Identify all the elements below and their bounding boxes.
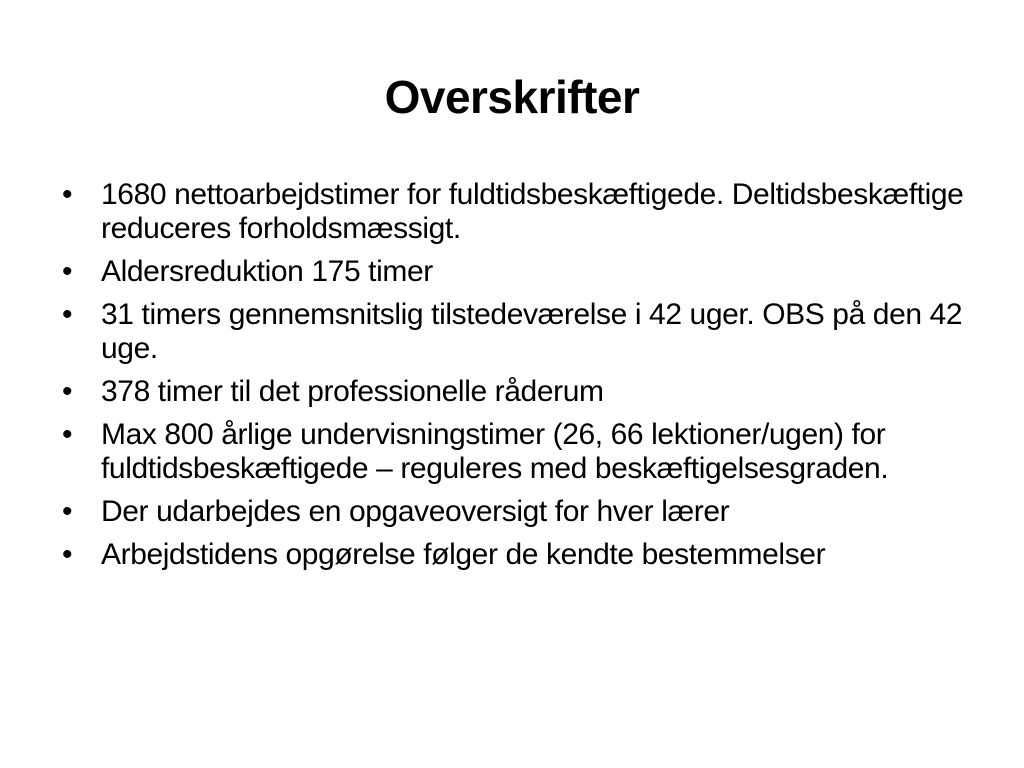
- bullet-text: Arbejdstidens opgørelse følger de kendte bestemmelser: [101, 538, 826, 571]
- bullet-item: [62, 538, 982, 572]
- bullet-dot-icon: •: [62, 178, 73, 211]
- bullet-dot-icon: •: [62, 538, 73, 571]
- bullet-item: [62, 178, 982, 246]
- bullet-item: [62, 375, 982, 409]
- bullet-dot-icon: •: [62, 298, 73, 331]
- bullet-item: [62, 298, 982, 366]
- bullet-dot-icon: •: [62, 375, 73, 408]
- bullet-item: [62, 418, 982, 486]
- bullet-list: [62, 178, 982, 581]
- bullet-text: Max 800 årlige undervisningstimer (26, 66 lektioner/ugen) for fuldtidsbeskæftigede – reguleres med beskæftigelsesgraden.: [101, 418, 889, 485]
- bullet-text: Aldersreduktion 175 timer: [101, 255, 433, 288]
- bullet-text: 378 timer til det professionelle råderum: [101, 375, 604, 408]
- bullet-item: [62, 255, 982, 289]
- slide-title: Overskrifter: [384, 71, 640, 123]
- bullet-dot-icon: •: [62, 255, 73, 288]
- bullet-text: Der udarbejdes en opgaveoversigt for hver lærer: [101, 495, 730, 528]
- bullet-text: 1680 nettoarbejdstimer for fuldtidsbeskæftigede. Deltidsbeskæftige reduceres forholdsmæssigt.: [101, 178, 964, 245]
- bullet-dot-icon: •: [62, 418, 73, 451]
- bullet-item: [62, 495, 982, 529]
- bullet-text: 31 timers gennemsnitslig tilstedeværelse i 42 uger. OBS på den 42 uge.: [101, 298, 963, 365]
- bullet-dot-icon: •: [62, 495, 73, 528]
